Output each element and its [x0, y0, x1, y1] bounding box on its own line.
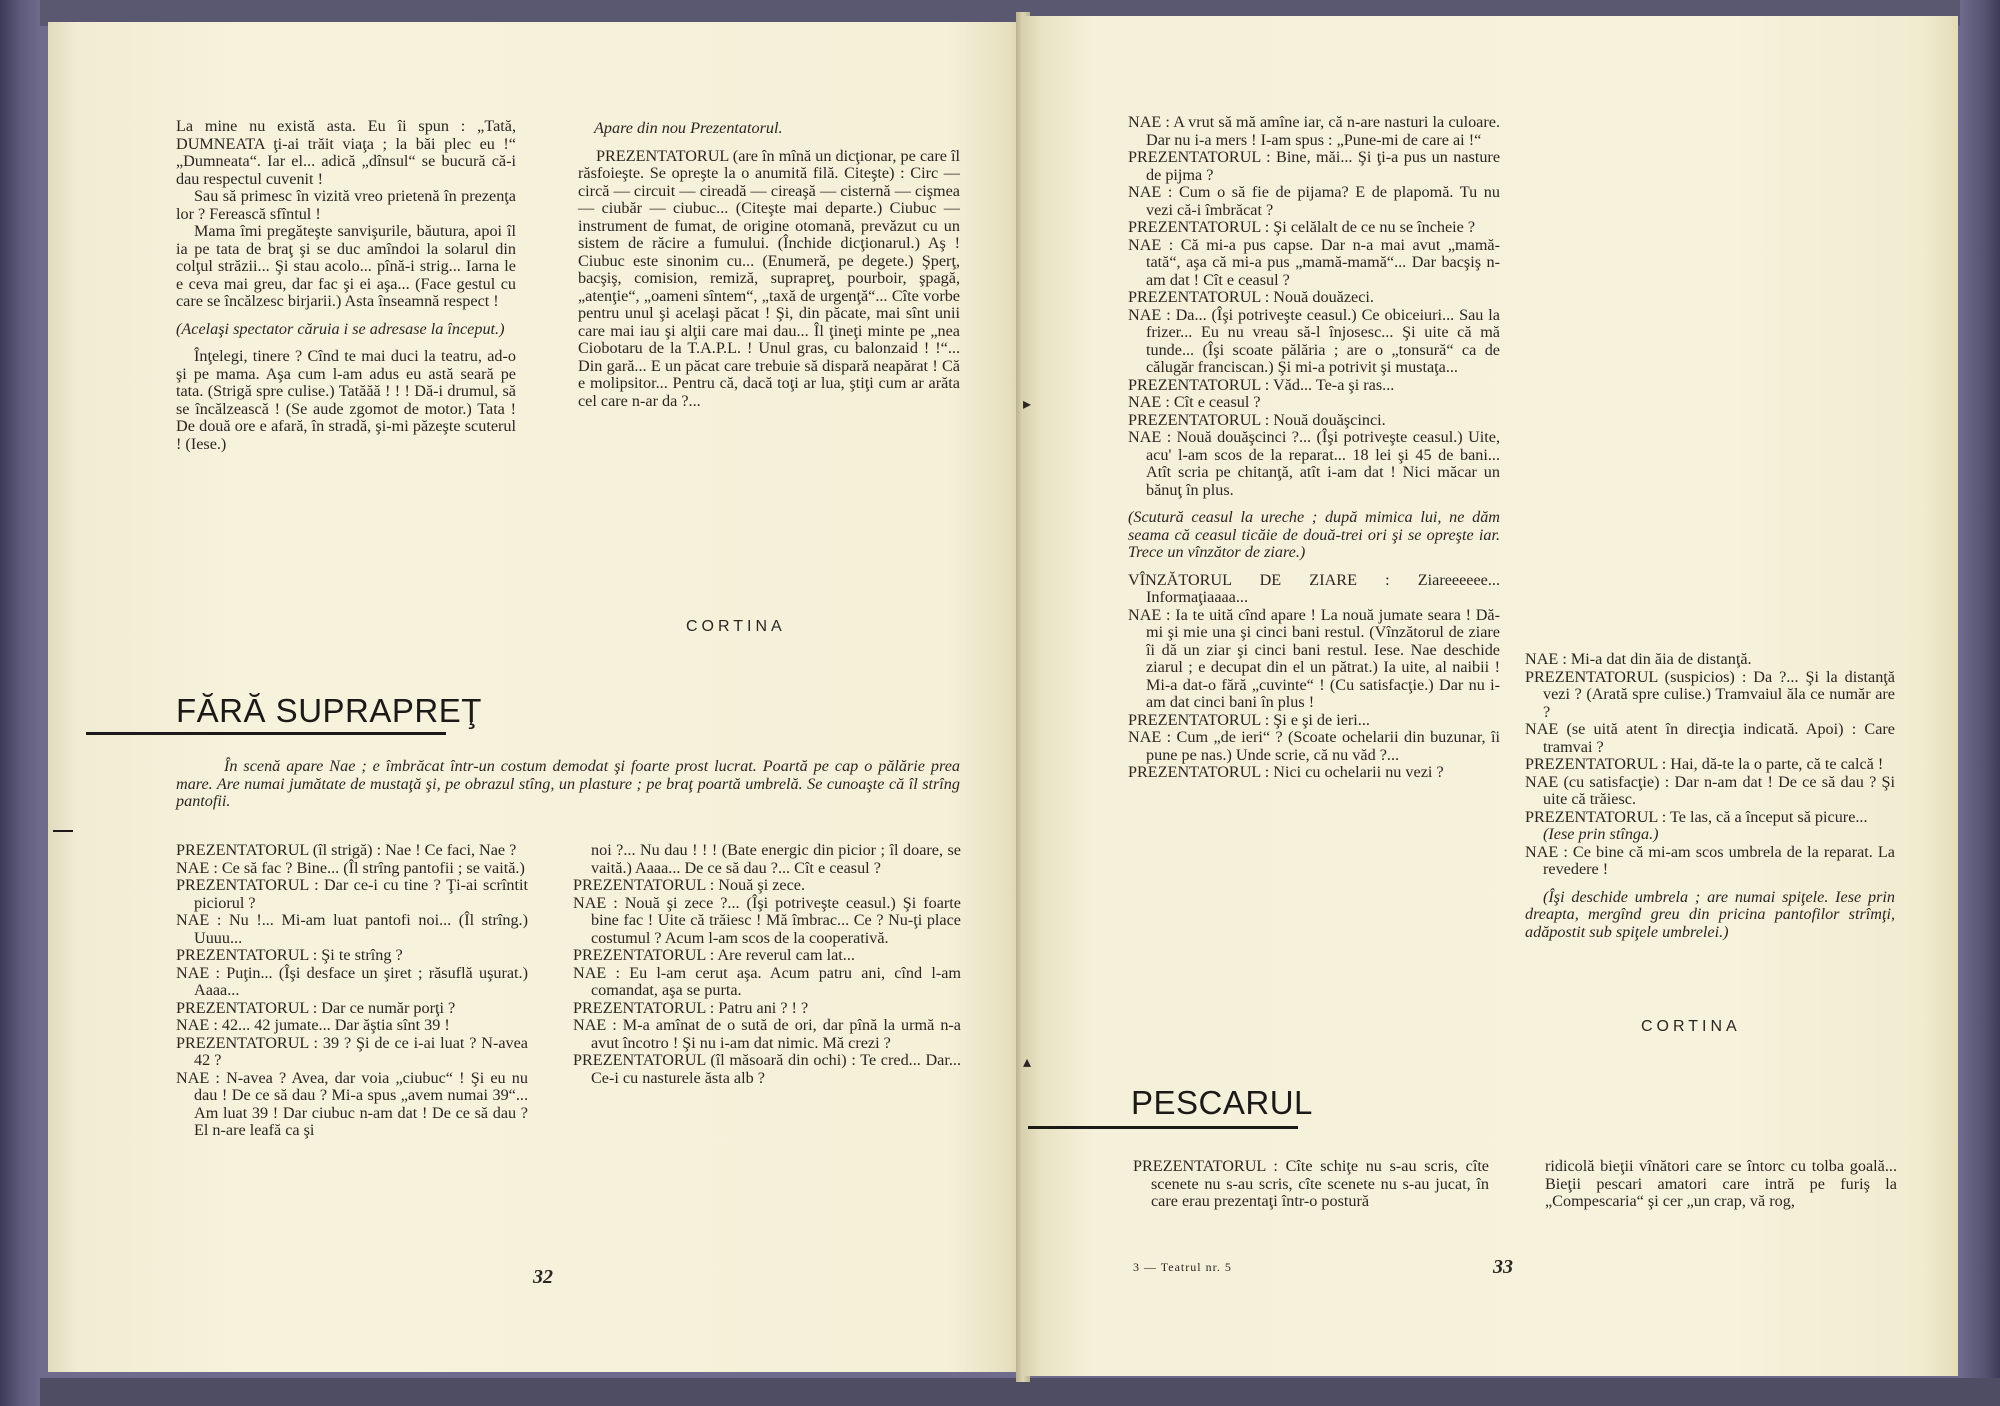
paragraph: La mine nu există asta. Eu îi spun : „Tată, DUMNEATA ţi-ai trăit viaţa ; la băi plec eu !“ „Dumneata“. Iar el... adică „dînsul“ se bucură că-i dau respectul cuvenit ! [176, 117, 516, 188]
dialog-line: NAE : Cum „de ieri“ ? (Scoate ochelarii din buzunar, îi pune pe nas.) Unde scrie, că nu văd ?... [1128, 728, 1500, 764]
right-bottom-col1 [1133, 1158, 1489, 1211]
left-col2 [578, 120, 960, 410]
dialog-line: NAE : Ce bine că mi-am scos umbrela de la reparat. La revedere ! [1525, 842, 1895, 878]
dialog-line: NAE : Cît e ceasul ? [1128, 393, 1261, 411]
dialog-line: PREZENTATORUL : Şi e şi de ieri... [1128, 710, 1370, 729]
dialog-line: PREZENTATORUL : Văd... Te-a şi ras... [1128, 375, 1395, 394]
dialog-line: NAE : 42... 42 jumate... Dar ăştia sînt 39 ! [176, 1016, 450, 1034]
margin-mark: ▴ [1023, 1054, 1032, 1071]
dialog-line: NAE : Ia te uită cînd apare ! La nouă jumate seara ! Dă-mi şi mie una şi cinci bani restul. (Vînzătorul de ziare îi dă un ziar şi cinci bani restul. Iese. Nae deschide ziarul ; e decupat din el un pătrat.) Ia uite, al naibii ! Mi-a dat-o fără „cuvinte“ ! (Cu satisfacţie.) Dar nu i-am dat cinci bani în plus ! [1128, 605, 1500, 711]
dialog-line: PREZENTATORUL : 39 ? Şi de ce i-ai luat ? N-avea 42 ? [176, 1033, 528, 1069]
dialog-line: PREZENTATORUL (îl strigă) : Nae ! Ce faci, Nae ? [176, 841, 517, 859]
dialog-line: NAE : Nu !... Mi-am luat pantofi noi... (Îl strîng.) Uuuu... [176, 911, 528, 947]
cortina-label: CORTINA [1641, 1018, 1741, 1035]
paragraph: ridicolă bieţii vînători care se întorc cu tolba goală... Bieţii pescari amatori care intră pe furiş la „Compescaria“ şi cer „un crap, vă rog, [1545, 1157, 1897, 1210]
stage-direction: (Îşi deschide umbrela ; are numai spiţele. Iese prin dreapta, mergînd greu din pricina pantofilor strîmţi, adăpostit sub spiţele umbrelei.) [1525, 887, 1895, 941]
heading-rule [1028, 1126, 1298, 1129]
dialog-line: PREZENTATORUL : Dar ce număr porţi ? [176, 998, 456, 1017]
dialog-line: VÎNZĂTORUL DE ZIARE : Ziareeeeee... Informaţiaaaa... [1128, 570, 1500, 606]
margin-mark: ▸ [1023, 396, 1032, 413]
stage-direction: (Acelaşi spectator căruia i se adresase la început.) [176, 319, 505, 338]
paragraph: Înţelegi, tinere ? Cînd te mai duci la teatru, ad-o şi pe mama. Aşa cum l-am adus eu astă seară pe tata. (Strigă spre culise.) Tatăăă ! ! ! Dă-i drumul, să se încălzească ! (Se aude zgomot de motor.) Tata ! De două ore e afară, în stradă, şi-mi păzeşte scuterul ! (Iese.) [176, 347, 516, 453]
dialog-line: NAE : Puţin... (Îşi desface un şiret ; răsuflă uşurat.) Aaaa... [176, 963, 528, 999]
dialog-line: PREZENTATORUL : Nouă şi zece. [573, 876, 806, 894]
paragraph: Sau să primesc în vizită vreo prietenă în prezenţa lor ? Ferească sfîntul ! [176, 187, 516, 223]
right-col2 [1525, 651, 1895, 941]
dialog-line: NAE : Mi-a dat din ăia de distanţă. [1525, 650, 1752, 668]
dialog-line: PREZENTATORUL : Şi te strîng ? [176, 946, 403, 964]
stage-direction: (Scutură ceasul la ureche ; după mimica lui, ne dăm seama că ceasul ticăie de două-trei ori şi se opreşte iar. Trece un vînzător de ziare.) [1128, 508, 1500, 561]
dialog-line: NAE (cu satisfacţie) : Dar n-am dat ! De ce să dau ? Şi uite că trăiesc. [1525, 772, 1895, 808]
dialog-line: PREZENTATORUL : Cîte schiţe nu s-au scris, cîte scenete nu s-au scris, cîte scenete nu s-au jucat, în care erau prezentaţi într-o postură [1133, 1157, 1489, 1210]
dialog-line: NAE : Nouă douăşcinci ?... (Îşi potriveşte ceasul.) Uite, acu' l-am scos de la reparat... 18 lei şi 45 de bani... Atît scria pe chitanţă, atît i-am dat ! Nici măcar un bănuţ în plus. [1128, 428, 1500, 499]
left-dialog-col2 [573, 842, 961, 1087]
dialog-line: PREZENTATORUL : Şi celălalt de ce nu se încheie ? [1128, 218, 1476, 236]
dialog-line: NAE : Cum o să fie de pijama? E de plapomă. Tu nu vezi că-i îmbrăcat ? [1128, 183, 1500, 219]
dialog-line: NAE : M-a amînat de o sută de ori, dar pînă la urmă n-a avut încotro ! Şi nu i-am dat nimic. Mă crezi ? [573, 1016, 961, 1052]
dialog-line: PREZENTATORUL : Dar ce-i cu tine ? Ţi-ai scrîntit piciorul ? [176, 876, 528, 912]
dialog-line: NAE : A vrut să mă amîne iar, că n-are nasturi la culoare. Dar nu i-a mers ! I-am spus : „Pune-mi de care ai !“ [1128, 113, 1500, 149]
section-heading: PESCARUL [1131, 1084, 1313, 1121]
right-bottom-col2 [1545, 1158, 1897, 1211]
dialog-line: PREZENTATORUL : Nouă douăşcinci. [1128, 410, 1386, 429]
margin-mark [53, 830, 73, 832]
dialog-line: PREZENTATORUL (suspicios) : Da ?... Şi la distanţă vezi ? (Arată spre culise.) Tramvaiul ăla ce număr are ? [1525, 667, 1895, 721]
dialog-line: NAE : N-avea ? Avea, dar voia „ciubuc“ ! Şi eu nu dau ! De ce să dau ? Mi-a spus „avem numai 39“... Am luat 39 ! Dar ciubuc n-am dat ! De ce să dau ? El n-are leafă ca şi [176, 1068, 528, 1139]
paragraph: Mama îmi pregăteşte sanvişurile, băutura, apoi îl ia pe tata de braţ şi se duc amîndoi la solarul din colţul străzii... Şi stau acolo... pînă-i strig... Iarna le e ceva mai greu, dar fac şi ei aşa... (Face gestul cu care se încălzesc birjarii.) Asta înseamnă respect ! [176, 222, 516, 310]
left-col1 [176, 118, 516, 453]
right-col1 [1128, 114, 1500, 782]
dialog-line: PREZENTATORUL : Nici cu ochelarii nu vezi ? [1128, 763, 1444, 781]
dialog-line: NAE (se uită atent în direcţia indicată. Apoi) : Care tramvai ? [1525, 720, 1895, 756]
stage-direction: Apare din nou Prezentatorul. [594, 119, 783, 137]
left-dialog-col1 [176, 842, 528, 1140]
intro-text: În scenă apare Nae ; e îmbrăcat într-un costum demodat şi foarte prost lucrat. Poartă pe cap o pălărie prea mare. Are numai jumătate de mustaţă şi, pe obrazul stîng, un plasture ; pe braţ poartă umbrelă. Se cunoaşte că îl strîng pantofii. [176, 757, 960, 810]
dialog-line: PREZENTATORUL : Are reverul cam lat... [573, 946, 855, 964]
dialog-line: PREZENTATORUL : Patru ani ? ! ? [573, 998, 809, 1017]
dialog-line: NAE : Nouă şi zece ?... (Îşi potriveşte ceasul.) Şi foarte bine fac ! Uite că trăiesc ! Mă îmbrac... Ce ? Nu-ţi place costumul ? Acum l-am scos de la cooperativă. [573, 893, 961, 947]
dialog-line: PREZENTATORUL : Bine, măi... Şi ţi-a pus un nasture de pijma ? [1128, 148, 1500, 184]
dialog-line: NAE : Că mi-a pus capse. Dar n-a mai avut „mamă-tată“, aşa că mi-a pus „mamă-mamă“... Dar bacşiş n-am dat ! Cît e ceasul ? [1128, 235, 1500, 289]
right-page [1023, 16, 1958, 1376]
dialog-line: NAE : Eu l-am cerut aşa. Acum patru ani, cînd l-am comandat, aşa se purta. [573, 963, 961, 999]
cortina-label: CORTINA [686, 618, 786, 635]
stage-direction: (Iese prin stînga.) [1543, 825, 1659, 843]
dialog-line: PREZENTATORUL : Nouă douăzeci. [1128, 288, 1374, 306]
dialog-line: PREZENTATORUL : Hai, dă-te la o parte, că te calcă ! [1525, 755, 1884, 773]
dialog-line: PREZENTATORUL (îl măsoară din ochi) : Te cred... Dar... Ce-i cu nasturele ăsta alb ? [573, 1051, 961, 1087]
scene-intro [176, 758, 960, 811]
dialog-line: NAE : Da... (Îşi potriveşte ceasul.) Ce obiceiuri... Sau la frizer... Eu nu vreau să-l înjosesc... Şi uite că mă tunde... (Îşi scoate pălăria ; are o „tonsură“ ca de călugăr franciscan.) Şi mi-a potrivit şi mustaţa... [1128, 305, 1500, 376]
dialog-line: noi ?... Nu dau ! ! ! (Bate energic din picior ; îl doare, se vaită.) Aaaa... De ce să dau ?... Cît e ceasul ? [591, 841, 961, 877]
page-number: 33 [1493, 1256, 1513, 1278]
paragraph: PREZENTATORUL (are în mînă un dicţionar, pe care îl răsfoieşte. Se opreşte la o anumită filă. Citeşte) : Circ — circă — circuit — cireadă — cireaşă — cisternă — cişmea — ciubăr — ciubuc... (Citeşte mai departe.) Ciubuc — instrument de fumat, de origine otomană, prevăzut cu un sistem de răcire a fumului. (Închide dicţionarul.) Aş ! Ciubuc este sinonim cu... (Enumeră, pe degete.) Şperţ, bacşiş, comision, remiză, suprapreţ, pourboir, şpagă, „atenţie“, „oameni sîntem“, „taxă de urgenţă“... Cîte vorbe pentru unul şi acelaşi păcat ! Şi, din păcate, mai sînt unii care mai iau şi alţii care mai dau... Îl ţineţi minte pe „nea Ciobotaru de la T.A.P.L. ! Unul gras, cu balonzaid ! !“... Din gară... E un păcat care trebuie să dispară neapărat ! Că e molipsitor... Pentru că, dacă toţi ar lua, ştiţi cum ar arăta cel care n-ar da ?... [578, 146, 960, 410]
section-heading: FĂRĂ SUPRAPREŢ [176, 692, 482, 729]
heading-rule [86, 732, 446, 735]
footer-issue: 3 — Teatrul nr. 5 [1133, 1260, 1232, 1274]
left-page [48, 22, 1023, 1372]
page-number: 32 [533, 1266, 553, 1288]
dialog-line: NAE : Ce să fac ? Bine... (Îl strîng pantofii ; se vaită.) [176, 858, 525, 877]
dialog-line: PREZENTATORUL : Te las, că a început să picure... [1525, 807, 1868, 826]
cover-bottom-edge [40, 1378, 2000, 1406]
